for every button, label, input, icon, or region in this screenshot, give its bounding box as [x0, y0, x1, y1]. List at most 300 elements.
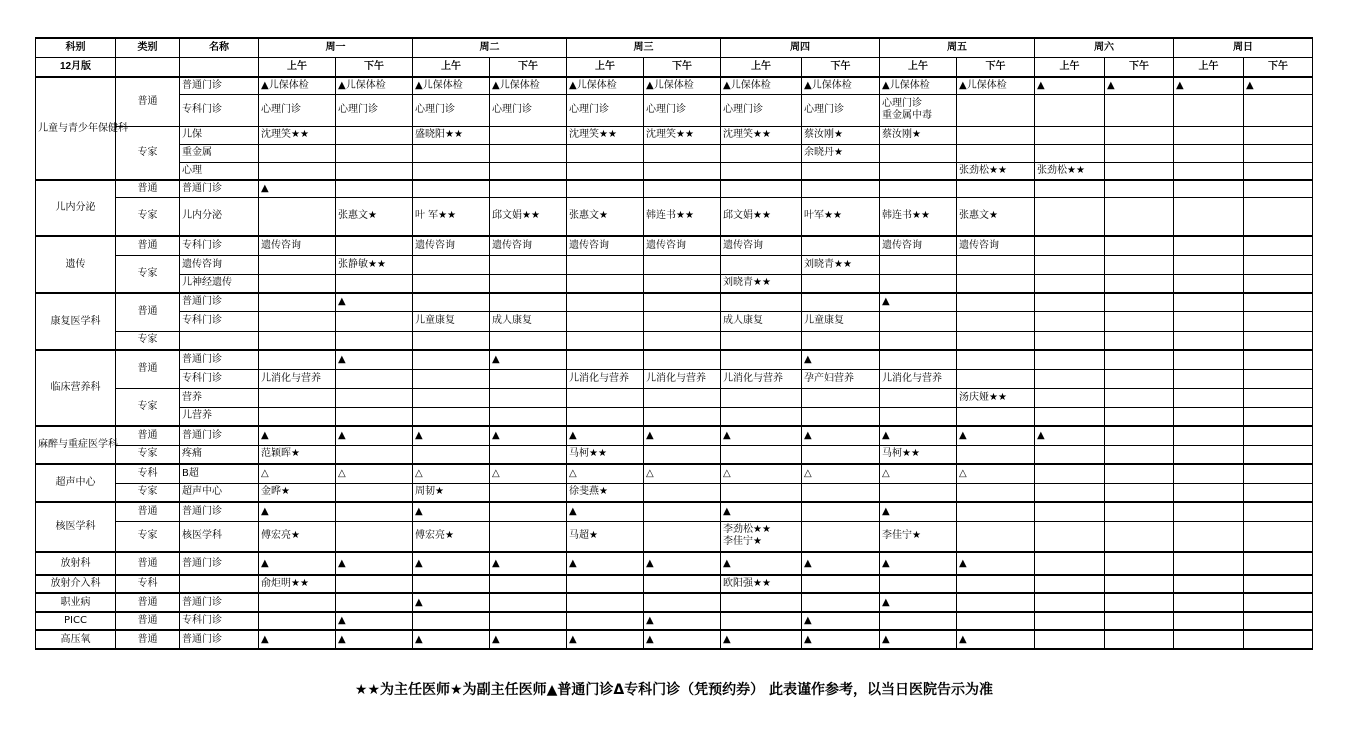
schedule-slot: 余晓丹★ [802, 144, 880, 162]
schedule-slot: ▲ [880, 293, 957, 311]
schedule-slot: 叶军★★ [802, 197, 880, 236]
schedule-slot [413, 445, 490, 464]
table-row [36, 331, 1313, 350]
schedule-slot [413, 162, 490, 180]
schedule-slot [567, 612, 644, 630]
schedule-slot: 蔡汝刚★ [802, 126, 880, 144]
schedule-slot [644, 180, 721, 197]
category-cell: 专科 [116, 464, 180, 483]
schedule-slot [413, 180, 490, 197]
schedule-slot [490, 331, 567, 350]
schedule-slot: ▲ [721, 552, 802, 575]
schedule-slot [490, 126, 567, 144]
table-row [36, 593, 1313, 612]
table-row [36, 388, 1313, 407]
schedule-slot [413, 255, 490, 274]
dept-name: 放射科 [36, 552, 116, 575]
table-row [36, 612, 1313, 630]
schedule-slot [1105, 445, 1174, 464]
clinic-name-cell: 超声中心 [180, 483, 259, 502]
schedule-slot [336, 311, 413, 331]
schedule-slot [880, 331, 957, 350]
schedule-slot: 沈理笑★★ [567, 126, 644, 144]
schedule-slot [957, 612, 1035, 630]
clinic-name-cell [180, 575, 259, 593]
table-row [36, 311, 1313, 331]
category-cell: 普通 [116, 612, 180, 630]
schedule-slot [1035, 521, 1105, 552]
schedule-slot: △ [259, 464, 336, 483]
schedule-slot: ▲ [413, 552, 490, 575]
schedule-slot [644, 407, 721, 426]
table-row [36, 77, 1313, 94]
schedule-slot [1105, 162, 1174, 180]
category-cell: 普通 [116, 180, 180, 197]
schedule-slot [1035, 197, 1105, 236]
schedule-slot: 孕产妇营养 [802, 369, 880, 388]
schedule-slot: △ [490, 464, 567, 483]
schedule-slot: ▲ [644, 630, 721, 649]
schedule-slot [957, 502, 1035, 521]
schedule-slot [413, 350, 490, 369]
schedule-slot [336, 369, 413, 388]
schedule-slot: ▲ [336, 552, 413, 575]
clinic-name-cell: 普通门诊 [180, 593, 259, 612]
schedule-slot [1105, 350, 1174, 369]
schedule-slot [1244, 445, 1313, 464]
clinic-name-cell: 普通门诊 [180, 502, 259, 521]
schedule-slot: 心理门诊 [721, 94, 802, 126]
schedule-slot [957, 575, 1035, 593]
schedule-slot [1105, 521, 1174, 552]
schedule-slot [721, 445, 802, 464]
dept-name: 职业病 [36, 593, 116, 612]
schedule-slot: 俞炬明★★ [259, 575, 336, 593]
schedule-slot: ▲ [880, 630, 957, 649]
schedule-slot: ▲ [490, 552, 567, 575]
legend-footer: ★★为主任医师★为副主任医师▲普通门诊Δ专科门诊（凭预约券） 此表谨作参考，以当日医院告示为准 [354, 682, 994, 698]
schedule-slot: ▲儿保体检 [336, 77, 413, 94]
schedule-slot [259, 350, 336, 369]
schedule-slot [1105, 126, 1174, 144]
schedule-slot [721, 593, 802, 612]
schedule-slot [802, 180, 880, 197]
schedule-slot: ▲ [413, 426, 490, 445]
dept-name: 放射介入科 [36, 575, 116, 593]
schedule-slot [1035, 552, 1105, 575]
schedule-slot [259, 311, 336, 331]
clinic-name-cell: 儿营养 [180, 407, 259, 426]
dept-name: 临床营养科 [36, 350, 116, 426]
schedule-slot: 儿消化与营养 [644, 369, 721, 388]
table-row [36, 552, 1313, 575]
schedule-slot: 遗传咨询 [957, 236, 1035, 255]
schedule-slot: △ [957, 464, 1035, 483]
schedule-slot [1174, 630, 1244, 649]
schedule-slot [1035, 575, 1105, 593]
header-pm: 下午 [802, 57, 880, 77]
schedule-slot [721, 180, 802, 197]
schedule-slot: ▲ [259, 630, 336, 649]
schedule-slot [1174, 521, 1244, 552]
category-cell: 普通 [116, 293, 180, 331]
schedule-slot [490, 255, 567, 274]
clinic-name-cell: 重金属 [180, 144, 259, 162]
category-cell: 专家 [116, 388, 180, 426]
schedule-slot [721, 407, 802, 426]
schedule-slot [567, 144, 644, 162]
schedule-slot [1035, 593, 1105, 612]
schedule-slot [567, 311, 644, 331]
schedule-slot [567, 350, 644, 369]
schedule-slot [259, 593, 336, 612]
header-row-days [36, 38, 1313, 57]
schedule-slot [880, 483, 957, 502]
schedule-slot [1244, 236, 1313, 255]
schedule-slot: 遗传咨询 [721, 236, 802, 255]
schedule-slot [957, 331, 1035, 350]
category-cell: 普通 [116, 630, 180, 649]
clinic-name-cell: 普通门诊 [180, 426, 259, 445]
schedule-slot [1244, 630, 1313, 649]
schedule-slot: ▲ [336, 612, 413, 630]
schedule-slot [1244, 197, 1313, 236]
clinic-name-cell: 普通门诊 [180, 293, 259, 311]
schedule-slot: 遗传咨询 [259, 236, 336, 255]
schedule-slot [1035, 274, 1105, 293]
schedule-slot: ▲ [957, 630, 1035, 649]
schedule-slot [1244, 552, 1313, 575]
schedule-slot [1105, 407, 1174, 426]
schedule-slot: ▲ [413, 593, 490, 612]
schedule-slot [957, 180, 1035, 197]
schedule-slot: ▲ [259, 502, 336, 521]
schedule-slot [336, 407, 413, 426]
version-label: 12月版 [36, 57, 116, 77]
schedule-slot [336, 521, 413, 552]
schedule-slot [567, 593, 644, 612]
clinic-name-cell: 核医学科 [180, 521, 259, 552]
schedule-slot [957, 407, 1035, 426]
schedule-slot [490, 502, 567, 521]
schedule-slot [1244, 144, 1313, 162]
schedule-slot [336, 236, 413, 255]
schedule-slot: 张惠文★ [567, 197, 644, 236]
category-cell: 专家 [116, 521, 180, 552]
clinic-name-cell: 专科门诊 [180, 236, 259, 255]
schedule-slot [957, 293, 1035, 311]
schedule-slot [644, 445, 721, 464]
header-pm: 下午 [644, 57, 721, 77]
schedule-slot [644, 162, 721, 180]
schedule-slot [1174, 407, 1244, 426]
schedule-slot [1244, 575, 1313, 593]
schedule-slot [1244, 350, 1313, 369]
dept-name: 儿内分泌 [36, 180, 116, 236]
clinic-name-cell: 疼痛 [180, 445, 259, 464]
table-row [36, 162, 1313, 180]
category-cell: 普通 [116, 593, 180, 612]
schedule-slot [1105, 197, 1174, 236]
schedule-slot [336, 593, 413, 612]
table-row [36, 502, 1313, 521]
schedule-slot [880, 274, 957, 293]
schedule-slot [1105, 331, 1174, 350]
schedule-slot: 儿消化与营养 [721, 369, 802, 388]
schedule-slot [1244, 502, 1313, 521]
dept-name: 核医学科 [36, 502, 116, 552]
dept-name: 遗传 [36, 236, 116, 293]
schedule-slot: ▲儿保体检 [644, 77, 721, 94]
schedule-slot [1244, 426, 1313, 445]
schedule-slot [1174, 464, 1244, 483]
schedule-slot: ▲ [1174, 77, 1244, 94]
dept-name: 儿童与青少年保健科 [36, 77, 116, 180]
schedule-slot [957, 126, 1035, 144]
table-row [36, 521, 1313, 552]
schedule-slot: 金晔★ [259, 483, 336, 502]
schedule-slot [1244, 255, 1313, 274]
schedule-slot: △ [413, 464, 490, 483]
schedule-slot: 马柯★★ [567, 445, 644, 464]
table-row [36, 369, 1313, 388]
schedule-slot [880, 255, 957, 274]
schedule-slot [721, 255, 802, 274]
table-row [36, 94, 1313, 126]
schedule-slot [1174, 388, 1244, 407]
header-am: 上午 [1035, 57, 1105, 77]
schedule-slot [721, 612, 802, 630]
schedule-slot: 傅宏亮★ [413, 521, 490, 552]
schedule-slot [721, 162, 802, 180]
schedule-slot [259, 388, 336, 407]
table-row [36, 274, 1313, 293]
schedule-slot: ▲ [336, 426, 413, 445]
header-day-wed: 周三 [567, 38, 721, 57]
schedule-slot [1174, 552, 1244, 575]
dept-name: 超声中心 [36, 464, 116, 502]
schedule-slot [1105, 144, 1174, 162]
schedule-slot [259, 162, 336, 180]
schedule-slot: 刘晓青★★ [802, 255, 880, 274]
schedule-slot [490, 483, 567, 502]
schedule-slot [1035, 369, 1105, 388]
schedule-slot [1244, 274, 1313, 293]
schedule-slot: 范颖晖★ [259, 445, 336, 464]
category-cell: 普通 [116, 502, 180, 521]
schedule-slot [644, 274, 721, 293]
table-row [36, 197, 1313, 236]
schedule-slot: ▲ [259, 552, 336, 575]
schedule-slot [1244, 388, 1313, 407]
schedule-slot [1035, 293, 1105, 311]
schedule-slot: 遗传咨询 [413, 236, 490, 255]
schedule-slot [802, 236, 880, 255]
schedule-slot [644, 593, 721, 612]
schedule-slot: 叶 军★★ [413, 197, 490, 236]
schedule-slot: 儿消化与营养 [259, 369, 336, 388]
schedule-slot [957, 144, 1035, 162]
schedule-slot [1174, 180, 1244, 197]
category-cell: 普通 [116, 552, 180, 575]
table-row [36, 483, 1313, 502]
schedule-slot: ▲ [490, 630, 567, 649]
schedule-slot [1035, 407, 1105, 426]
schedule-slot [1035, 502, 1105, 521]
schedule-slot [1035, 236, 1105, 255]
schedule-slot: ▲ [1244, 77, 1313, 94]
schedule-slot [957, 445, 1035, 464]
schedule-slot [1105, 255, 1174, 274]
table-row [36, 236, 1313, 255]
schedule-slot [644, 521, 721, 552]
schedule-slot [1174, 593, 1244, 612]
schedule-slot: ▲儿保体检 [413, 77, 490, 94]
dept-name: 康复医学科 [36, 293, 116, 350]
dept-name: 高压氧 [36, 630, 116, 649]
schedule-slot: ▲ [567, 552, 644, 575]
schedule-slot [1105, 180, 1174, 197]
schedule-slot: ▲ [880, 593, 957, 612]
schedule-slot [1035, 255, 1105, 274]
schedule-slot [880, 144, 957, 162]
schedule-slot [644, 293, 721, 311]
schedule-slot [490, 180, 567, 197]
schedule-slot: ▲ [490, 426, 567, 445]
schedule-slot: ▲儿保体检 [567, 77, 644, 94]
table-row [36, 144, 1313, 162]
schedule-slot [1174, 274, 1244, 293]
schedule-slot [1174, 126, 1244, 144]
dept-name: PICC [36, 612, 116, 630]
table-row [36, 255, 1313, 274]
header-pm: 下午 [957, 57, 1035, 77]
schedule-slot [490, 521, 567, 552]
schedule-slot: 马超★ [567, 521, 644, 552]
schedule-slot [644, 255, 721, 274]
schedule-slot [490, 293, 567, 311]
schedule-slot [1174, 162, 1244, 180]
schedule-slot: ▲ [644, 552, 721, 575]
schedule-slot [721, 144, 802, 162]
schedule-slot [1174, 502, 1244, 521]
schedule-slot [644, 350, 721, 369]
schedule-slot [1105, 464, 1174, 483]
header-type-blank [116, 57, 180, 77]
schedule-slot [1174, 236, 1244, 255]
schedule-slot: ▲儿保体检 [957, 77, 1035, 94]
clinic-name-cell: 专科门诊 [180, 311, 259, 331]
clinic-name-cell: 儿保 [180, 126, 259, 144]
clinic-name-cell: 专科门诊 [180, 369, 259, 388]
schedule-slot [1244, 369, 1313, 388]
schedule-slot: 遗传咨询 [490, 236, 567, 255]
schedule-slot [1244, 464, 1313, 483]
table-row [36, 575, 1313, 593]
schedule-slot [336, 274, 413, 293]
schedule-slot [802, 293, 880, 311]
schedule-slot [1035, 180, 1105, 197]
schedule-slot: 遗传咨询 [567, 236, 644, 255]
schedule-slot [567, 293, 644, 311]
schedule-slot: 儿童康复 [802, 311, 880, 331]
schedule-slot [1105, 311, 1174, 331]
clinic-name-cell: 心理 [180, 162, 259, 180]
clinic-name-cell [180, 331, 259, 350]
schedule-slot: ▲ [802, 426, 880, 445]
schedule-slot [1244, 94, 1313, 126]
schedule-slot [957, 593, 1035, 612]
schedule-slot: 张静敏★★ [336, 255, 413, 274]
schedule-slot: 成人康复 [490, 311, 567, 331]
category-cell: 专家 [116, 197, 180, 236]
dept-name: 麻醉与重症医学科 [36, 426, 116, 464]
table-row [36, 464, 1313, 483]
schedule-slot [567, 407, 644, 426]
schedule-slot: ▲ [336, 350, 413, 369]
category-cell: 普通 [116, 236, 180, 255]
schedule-slot: ▲ [259, 426, 336, 445]
schedule-slot [880, 388, 957, 407]
table-row [36, 445, 1313, 464]
schedule-slot [802, 388, 880, 407]
clinic-name-cell: B超 [180, 464, 259, 483]
schedule-slot: 心理门诊 [644, 94, 721, 126]
schedule-slot: 张劲松★★ [1035, 162, 1105, 180]
schedule-slot: ▲ [802, 612, 880, 630]
schedule-slot [490, 388, 567, 407]
schedule-slot: ▲ [336, 293, 413, 311]
schedule-slot [1174, 612, 1244, 630]
schedule-slot [880, 180, 957, 197]
header-name: 名称 [180, 38, 259, 57]
schedule-slot [259, 331, 336, 350]
schedule-slot [1035, 311, 1105, 331]
header-pm: 下午 [490, 57, 567, 77]
schedule-slot [957, 369, 1035, 388]
schedule-slot: 心理门诊 [490, 94, 567, 126]
schedule-slot: 心理门诊 [802, 94, 880, 126]
schedule-slot [567, 162, 644, 180]
schedule-slot [1105, 612, 1174, 630]
schedule-slot: △ [802, 464, 880, 483]
schedule-slot: ▲儿保体检 [259, 77, 336, 94]
schedule-slot: ▲ [880, 426, 957, 445]
schedule-slot: ▲ [1035, 77, 1105, 94]
schedule-slot [259, 197, 336, 236]
schedule-slot [802, 502, 880, 521]
header-day-fri: 周五 [880, 38, 1035, 57]
schedule-slot [880, 575, 957, 593]
schedule-slot [1105, 593, 1174, 612]
clinic-name-cell: 专科门诊 [180, 94, 259, 126]
clinic-name-cell: 专科门诊 [180, 612, 259, 630]
schedule-slot: ▲ [490, 350, 567, 369]
schedule-slot [1105, 426, 1174, 445]
schedule-slot [1035, 464, 1105, 483]
schedule-slot [1035, 445, 1105, 464]
schedule-slot [1244, 612, 1313, 630]
schedule-slot: ▲ [802, 630, 880, 649]
schedule-slot [413, 575, 490, 593]
slot-line: 李佳宁★ [723, 536, 762, 548]
schedule-slot: ▲ [567, 502, 644, 521]
schedule-slot [413, 407, 490, 426]
schedule-slot: 遗传咨询 [880, 236, 957, 255]
schedule-slot [1174, 255, 1244, 274]
schedule-slot [336, 144, 413, 162]
schedule-slot [1105, 502, 1174, 521]
